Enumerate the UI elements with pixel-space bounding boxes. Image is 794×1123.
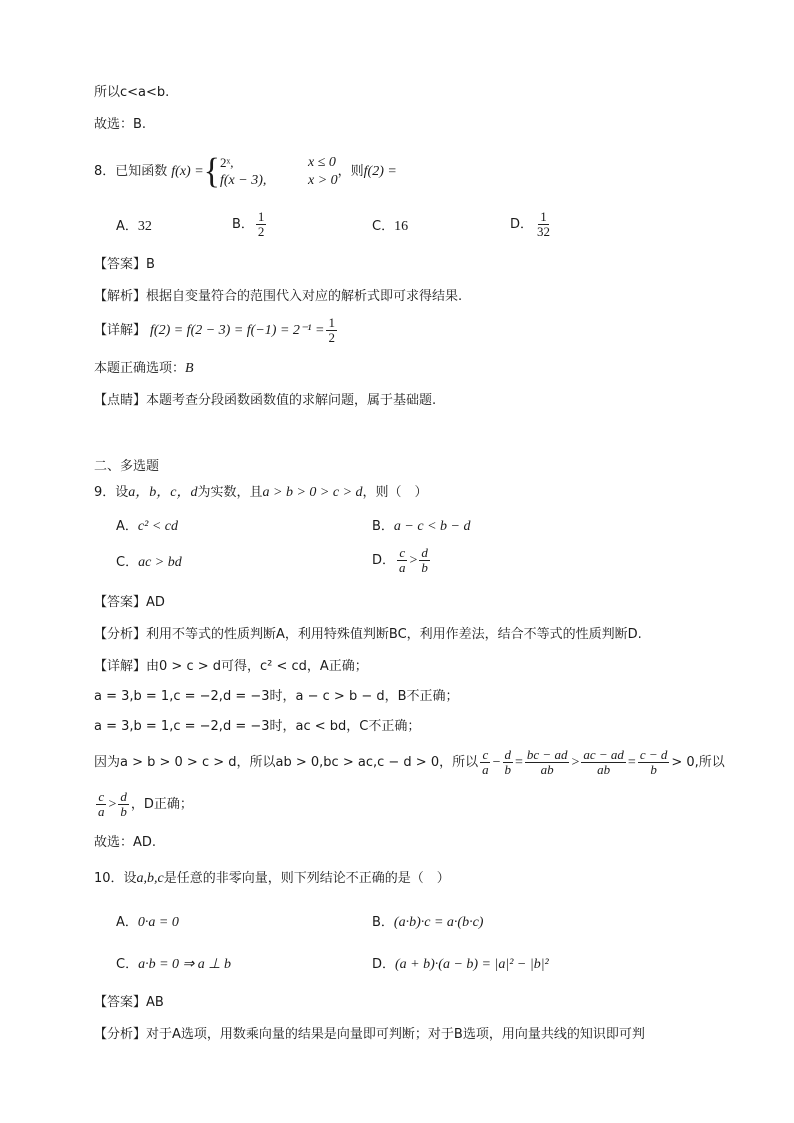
q9-detail-5 <box>94 790 193 819</box>
q9-option-d-d2: b <box>421 560 428 575</box>
q8-detail-num: 1 <box>328 315 335 330</box>
q9-option-b <box>372 518 470 536</box>
q8-option-b-den: 2 <box>257 224 265 239</box>
q10-analysis-tag: 【分析】 <box>94 1027 147 1042</box>
q9-d4-eq: = <box>515 754 523 770</box>
q9-d4-f1d: a <box>482 762 489 777</box>
q10-option-c-value: a·b = 0 ⇒ a ⊥ b <box>138 957 231 972</box>
q8-stem <box>94 152 397 192</box>
q8-option-b-num: 1 <box>257 209 265 224</box>
q9-d4-f5n: c − d <box>639 747 668 762</box>
q8-answer-value: B <box>146 257 155 272</box>
q8-correct-label: 本题正确选项： <box>94 361 186 376</box>
q10-stem-a: 10．设 <box>94 871 137 886</box>
q9-option-b-value: a − c < b − d <box>393 519 471 534</box>
q9-detail-tag: 【详解】 <box>94 659 147 674</box>
q7-choose: 故选：B. <box>94 117 147 132</box>
q10-answer-value: AB <box>146 995 164 1010</box>
q8-analysis-text: 根据自变量符合的范围代入对应的解析式即可求得结果. <box>146 289 463 304</box>
q9-option-a <box>116 518 178 536</box>
q8-f2: f(2) = <box>363 164 397 179</box>
q8-stem-prefix: 8．已知函数 <box>94 164 168 179</box>
q9-detail1-text: 由0 > c > d可得，c² < cd，A正确； <box>146 659 368 674</box>
q8-option-d-den: 32 <box>537 224 551 239</box>
q9-detail4-a: 因为a > b > 0 > c > d，所以ab > 0,bc > ac,c − d > 0，所以 <box>94 754 479 770</box>
q9-d5-d1: a <box>98 804 105 819</box>
q9-answer-tag: 【答案】 <box>94 595 147 610</box>
q8-option-a-label: A． <box>116 219 138 234</box>
q8-option-c-label: C． <box>372 219 395 234</box>
q8-option-b <box>232 210 268 239</box>
q9-analysis-tag: 【分析】 <box>94 627 147 642</box>
q8-option-d-num: 1 <box>540 209 547 224</box>
q9-d4-f3n: bc − ad <box>526 747 568 762</box>
q9-d4-f5d: b <box>650 762 657 777</box>
q8-option-c <box>372 218 408 236</box>
q9-d4-f2d: b <box>504 762 511 777</box>
q10-option-d-value: (a + b)·(a − b) = |a|² − |b|² <box>395 957 549 972</box>
q9-d4-end: > 0,所以 <box>671 754 725 770</box>
q9-d5-n1: c <box>98 789 105 804</box>
q9-d5-gt: > <box>108 796 117 812</box>
q9-d4-f2n: d <box>504 747 511 762</box>
q8-piecewise <box>220 154 338 190</box>
q10-option-d-label: D． <box>372 957 396 972</box>
q9-d4-f4d: ab <box>597 762 611 777</box>
q8-analysis <box>94 288 462 306</box>
q8-option-b-label: B． <box>232 216 254 232</box>
q9-stem-a: 9．设 <box>94 485 129 500</box>
q9-answer <box>94 594 165 612</box>
q8-stem-suffix: ，则 <box>337 164 364 179</box>
q9-d5-end: ，D正确； <box>130 796 193 812</box>
q9-option-d-label: D． <box>372 552 396 568</box>
q8-fx: f(x) = <box>171 164 204 179</box>
q10-option-b-label: B． <box>372 915 394 930</box>
q10-vecs: a,b,c <box>136 871 164 886</box>
q9-option-c-label: C． <box>116 555 139 570</box>
q9-d4-f1n: c <box>482 747 489 762</box>
q9-detail-1 <box>94 658 368 676</box>
q9-d5-n2: d <box>120 789 127 804</box>
q7-conclusion: 所以c<a<b. <box>94 85 170 100</box>
q8-correct <box>94 360 194 378</box>
q8-answer-tag: 【答案】 <box>94 257 147 272</box>
q9-choose: 故选：AD. <box>94 835 157 850</box>
q8-answer <box>94 256 155 274</box>
q10-option-c-label: C． <box>116 957 139 972</box>
q8-correct-value: B <box>185 361 194 376</box>
q9-option-b-label: B． <box>372 519 394 534</box>
q10-option-d <box>372 956 549 974</box>
q9-analysis-text: 利用不等式的性质判断A，利用特殊值判断BC，利用作差法，结合不等式的性质判断D. <box>146 627 642 642</box>
q8-detail <box>94 316 339 345</box>
q9-stem <box>94 484 428 502</box>
q9-d4-minus: − <box>492 754 501 770</box>
q8-analysis-tag: 【解析】 <box>94 289 147 304</box>
q10-option-b-value: (a·b)·c = a·(b·c) <box>393 915 484 930</box>
q10-answer-tag: 【答案】 <box>94 995 147 1010</box>
q10-stem-b: 是任意的非零向量，则下列结论不正确的是（ ） <box>163 871 450 886</box>
q9-option-d-op: > <box>409 552 418 568</box>
q10-option-c <box>116 956 231 974</box>
q10-analysis <box>94 1026 645 1044</box>
q9-stem-c: ，则（ ） <box>362 485 428 500</box>
q9-detail-3: a = 3,b = 1,c = −2,d = −3时，ac < bd，C不正确； <box>94 719 421 734</box>
q10-option-a-value: 0·a = 0 <box>137 915 179 930</box>
q8-detail-den: 2 <box>328 330 335 345</box>
q9-option-d <box>372 546 432 575</box>
q9-option-a-value: c² < cd <box>137 519 178 534</box>
q8-case1-expr: 2ˣ, <box>219 155 234 170</box>
q9-vars: a，b，c，d <box>128 485 198 500</box>
q8-detail-tag: 【详解】 <box>94 322 147 338</box>
section-title: 二、多选题 <box>94 459 160 474</box>
q9-option-d-n2: d <box>421 545 428 560</box>
q10-answer <box>94 994 164 1012</box>
q9-detail-2: a = 3,b = 1,c = −2,d = −3时，a − c > b − d，B不正确； <box>94 689 459 704</box>
q10-option-a <box>116 914 179 932</box>
q9-option-d-d1: a <box>399 560 406 575</box>
q8-case1-cond: x ≤ 0 <box>307 155 336 170</box>
q9-d5-d2: b <box>120 804 127 819</box>
q9-option-c-value: ac > bd <box>138 555 182 570</box>
q9-detail-4 <box>94 748 725 777</box>
q9-answer-value: AD <box>146 595 165 610</box>
q8-option-d-label: D． <box>510 216 534 232</box>
q10-option-a-label: A． <box>116 915 138 930</box>
q10-stem <box>94 870 450 888</box>
q8-option-d <box>510 210 554 239</box>
q9-cond: a > b > 0 > c > d <box>262 485 363 500</box>
q9-option-a-label: A． <box>116 519 138 534</box>
q9-d4-f4n: ac − ad <box>583 747 624 762</box>
q8-comment <box>94 392 436 410</box>
q9-d4-gt: > <box>571 754 580 770</box>
q9-d4-f3d: ab <box>540 762 554 777</box>
q9-stem-b: 为实数，且 <box>197 485 263 500</box>
q9-option-d-n1: c <box>399 545 406 560</box>
q8-option-c-value: 16 <box>394 219 409 234</box>
q10-analysis-text: 对于A选项，用数乘向量的结果是向量即可判断；对于B选项，用向量共线的知识即可判 <box>146 1027 645 1042</box>
q8-case2-cond: x > 0 <box>307 173 338 188</box>
q8-option-a <box>116 218 152 236</box>
q8-comment-tag: 【点睛】 <box>94 393 147 408</box>
q8-detail-expr: f(2) = f(2 − 3) = f(−1) = 2⁻¹ = <box>150 322 325 338</box>
q9-d4-eq2: = <box>627 754 636 770</box>
q8-option-a-value: 32 <box>137 219 152 234</box>
q9-analysis <box>94 626 642 644</box>
q9-option-c <box>116 554 182 572</box>
q10-option-b <box>372 914 483 932</box>
q8-brace: { <box>203 152 220 191</box>
q8-case2-expr: f(x − 3), <box>219 173 267 188</box>
q8-comment-text: 本题考查分段函数函数值的求解问题，属于基础题. <box>146 393 437 408</box>
